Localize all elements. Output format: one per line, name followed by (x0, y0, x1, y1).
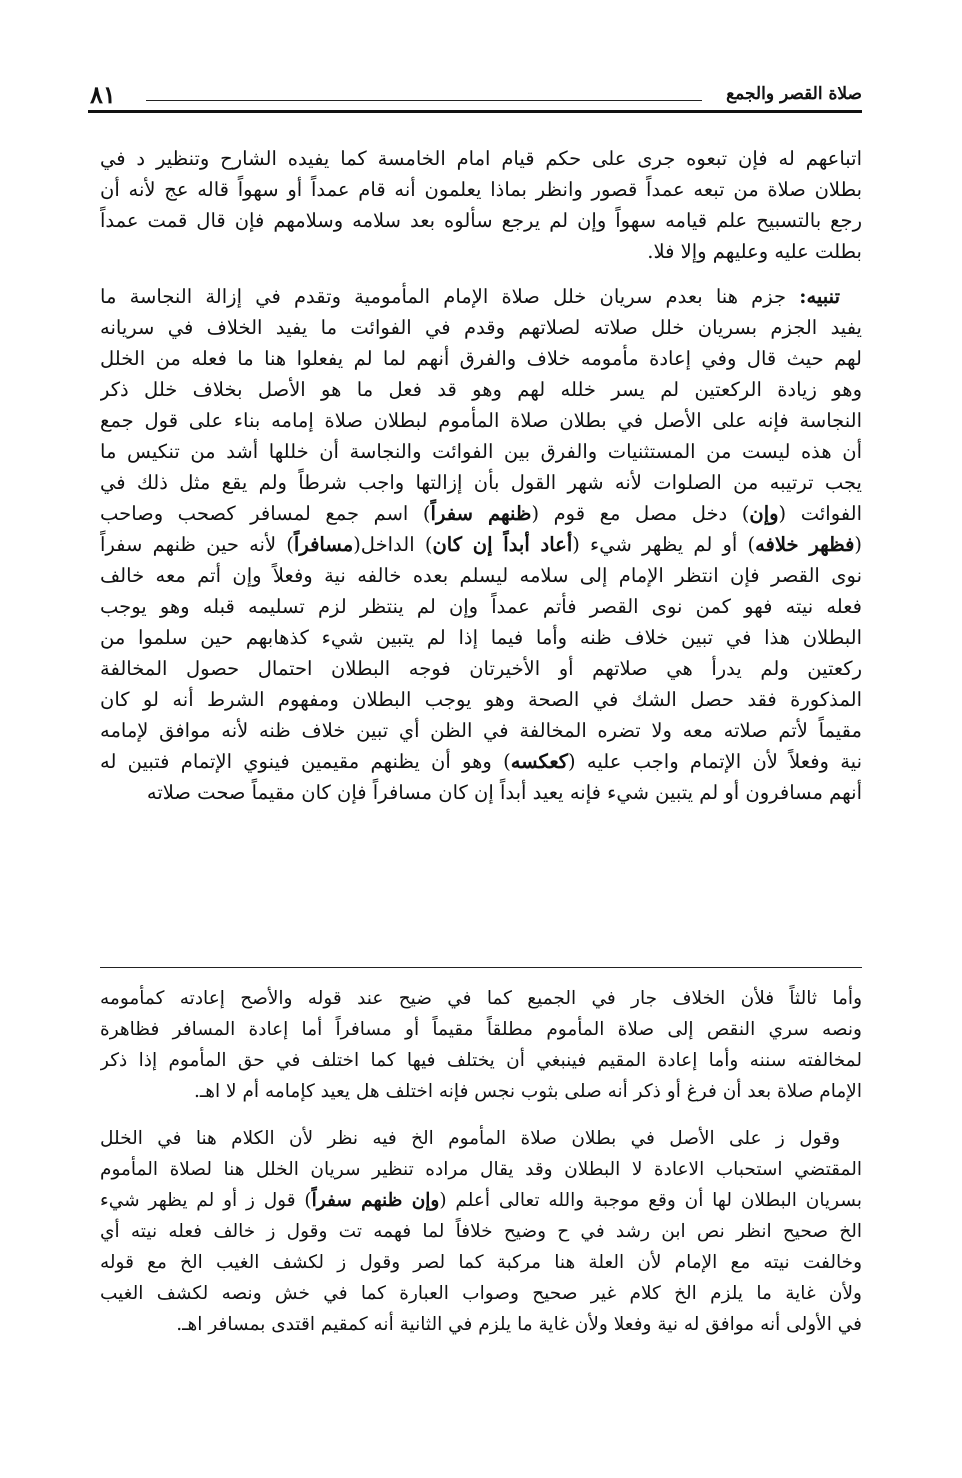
header-rule (146, 100, 702, 101)
text-line (100, 777, 862, 808)
text-line (100, 684, 862, 715)
text-line (100, 405, 862, 436)
text-segment: الإمام صلاة بعد أن فرغ أو ذكر أنه صلى بثوب نجس فإنه اختلف هل يعيد كإمامه أم لا اهـ. (193, 1081, 862, 1102)
text-line (100, 467, 862, 498)
paragraph (100, 281, 862, 808)
text-line (100, 1247, 862, 1278)
text-line (100, 236, 862, 267)
text-segment: البطلان هذا في تبين خلاف ظنه وأما فيما إذا لم يتبين شيء كذهابهم حين سلموا من (100, 626, 862, 649)
text-line (100, 1014, 862, 1045)
text-segment: نية وفعلاً لأن الإتمام واجب عليه ( (568, 750, 862, 773)
text-line (100, 560, 862, 591)
text-line (100, 374, 862, 405)
text-segment: وخالفت نيته مع الإمام لأن العلة هنا مركبة كما لصر وقول ز لكشف الغيب الخ مع قوله (100, 1252, 862, 1273)
text-line (100, 1154, 862, 1185)
header-divider (88, 110, 862, 113)
text-segment: ونصه سري النقص إلى صلاة المأموم مطلقاً مقيماً أو مسافراً أما إعادة المسافر فظاهرة (100, 1019, 862, 1040)
text-line (100, 143, 862, 174)
text-segment: ) دخل مصل مع قوم ( (531, 502, 750, 525)
text-segment: بطلت عليه وعليهم وإلا فلا. (647, 240, 862, 263)
paragraph (100, 1123, 862, 1340)
text-line (100, 281, 862, 312)
bold-term: فظهر خلافه (755, 533, 855, 556)
page-number: ٨١ (90, 80, 116, 109)
text-segment: بطلان صلاة من تبعه عمداً قصور وانظر بماذا يعلمون أنه قام عمداً أو سهواً قاله عج لأنه أن (100, 178, 862, 201)
text-segment: ) الداخل( (353, 533, 433, 556)
text-line (100, 1216, 862, 1247)
text-segment: النجاسة فإنه على الأصل في بطلان صلاة المأموم لبطلان صلاة إمامه بناء على قول جمع (100, 409, 862, 432)
running-title: صلاة القصر والجمع (726, 84, 862, 104)
text-line (100, 205, 862, 236)
running-header (88, 82, 862, 108)
text-line (100, 498, 862, 529)
text-segment: رجع بالتسبيح علم قيامه سهواً وإن لم يرجع سألوه بعد سلامه وسلامهم فإن قال قمت عمداً (100, 209, 862, 232)
text-segment: ركعتين ولم يدرأ هي صلاتهم أو الأخيرتان فوجه البطلان احتمال حصول المخالفة (100, 657, 862, 680)
text-segment: ) لأنه حين ظنهم سفراً (100, 533, 294, 556)
bold-term: مسافراً (293, 533, 354, 556)
main-text (100, 143, 862, 808)
paragraph (100, 983, 862, 1107)
footnote-separator (100, 967, 862, 968)
bold-term: كعكسه (510, 750, 569, 773)
text-line (100, 983, 862, 1014)
text-segment: وأما ثالثاً فلأن الخلاف جار في الجميع كما في ضيح عند قوله والأصح إعادته كمأمومه (100, 988, 862, 1009)
text-line (100, 1185, 862, 1216)
text-segment: وقول ز على الأصل في بطلان صلاة المأموم الخ فيه نظر لأن الكلام هنا في الخلل (100, 1128, 840, 1149)
text-segment: وهو زيادة الركعتين لم يسر خلله لهم وهو قد فعل ما هو الأصل بخلاف خلل ذكر (100, 378, 862, 401)
text-segment: مقيماً لأتم صلاته معه ولا تضره المخالفة في الظن أي تبين خلاف ظنه لأنه موافق لإمامه (100, 719, 862, 742)
paragraph (100, 143, 862, 267)
text-segment: يجب ترتيبه من الصلوات لأنه شهر القول بأن إزالتها واجب شرطاً ولم يقع مثل ذلك في (100, 471, 862, 494)
text-line (100, 436, 862, 467)
text-segment: أنهم مسافرون أو لم يتبين شيء فإنه يعيد أبداً إن كان مسافراً فإن كان مقيماً صحت صلاته (146, 781, 862, 804)
text-line (100, 715, 862, 746)
text-segment: لمخالفته سننه وأما إعادة المقيم فينبغي أن يختلف فيها كما اختلف في حق المأموم إذا ذكر (100, 1050, 862, 1071)
bold-term: وإن (749, 502, 779, 525)
text-line (100, 746, 862, 777)
text-segment: في الأولى أنه موافق له نية وفعلا ولأن غاية ما يلزم في الثانية أنه كمقيم اقتدى بمسافر اهـ. (176, 1314, 862, 1335)
text-segment: الفوائت ( (778, 502, 862, 525)
text-line (100, 343, 862, 374)
text-segment: اتباعهم له فإن تبعوه جرى على حكم قيام امام الخامسة كما يفيده الشارح وتنظير د في (100, 147, 862, 170)
text-segment: لهم حيث قال وفي إعادة مأمومه خلاف والفرق أنهم لما لم يفعلوا هنا ما فعله من الخلل (100, 347, 862, 370)
text-segment: فعله نيته فهو كمن نوى القصر فأتم عمداً وإن لم ينتظر لزم تسليمه قبله وهو يوجب (100, 595, 862, 618)
text-segment: يفيد الجزم بسريان خلل صلاته لصلاتهم وقدم في الفوائت ما يفيد الخلاف في سريانه (100, 316, 862, 339)
text-line (100, 591, 862, 622)
text-line (100, 653, 862, 684)
text-line (100, 622, 862, 653)
bold-term: تنبيه: (799, 285, 840, 308)
text-line (100, 1045, 862, 1076)
text-segment: أن هذه ليست من المستثنيات والفرق بين الفوائت والنجاسة أن خللها أشد من تنكيس ما (100, 440, 862, 463)
text-line (100, 1278, 862, 1309)
text-line (100, 1309, 862, 1340)
text-segment: الخ صحيح انظر نص ابن رشد في ح وضيح خلافاً لما فهمه تت وقول ز خالف فعله نيته أي (100, 1221, 862, 1242)
text-segment: جزم هنا بعدم سريان خلل صلاة الإمام المأمومية وتقدم في إزالة النجاسة ما (100, 285, 800, 308)
text-segment: المذكورة فقد حصل الشك في الصحة وهو يوجب البطلان ومفهوم الشرط أنه لو كان (100, 688, 862, 711)
text-line (100, 312, 862, 343)
bold-term: أعاد أبداً إن كان (432, 533, 573, 556)
text-segment: ولأن غاية ما يلزم الخ كلام غير صحيح وصواب العبارة كما في خش ونصه لكشف الغيب (100, 1283, 862, 1304)
text-segment: ) وهو أن يظنهم مقيمين فينوي الإتمام فتبين له (100, 750, 511, 773)
bold-term: وإن ظنهم سفراً (311, 1190, 440, 1211)
text-line (100, 1076, 862, 1107)
text-line (100, 529, 862, 560)
text-line (100, 1123, 862, 1154)
text-line (100, 174, 862, 205)
text-segment: ) قول ز أو لم يظهر شيء (100, 1190, 312, 1211)
footnotes (100, 983, 862, 1340)
bold-term: ظنهم سفراً (430, 502, 532, 525)
text-segment: المقتضي استحباب الاعادة لا البطلان وقد يقال مراده تنظير سريان الخلل هنا لصلاة المأموم (100, 1159, 862, 1180)
text-segment: ) اسم جمع لمسافر كصحب وصاحب (100, 502, 431, 525)
text-segment: بسريان البطلان لها أن وقع موجبة والله تعالى أعلم ( (439, 1190, 862, 1211)
text-segment: نوى القصر فإن انتظر الإمام إلى سلامه ليسلم بعده خالفه نية وفعلاً وإن أتم معه خالف (100, 564, 862, 587)
text-segment: ) أو لم يظهر شيء ( (572, 533, 756, 556)
text-segment: ( (854, 533, 862, 556)
